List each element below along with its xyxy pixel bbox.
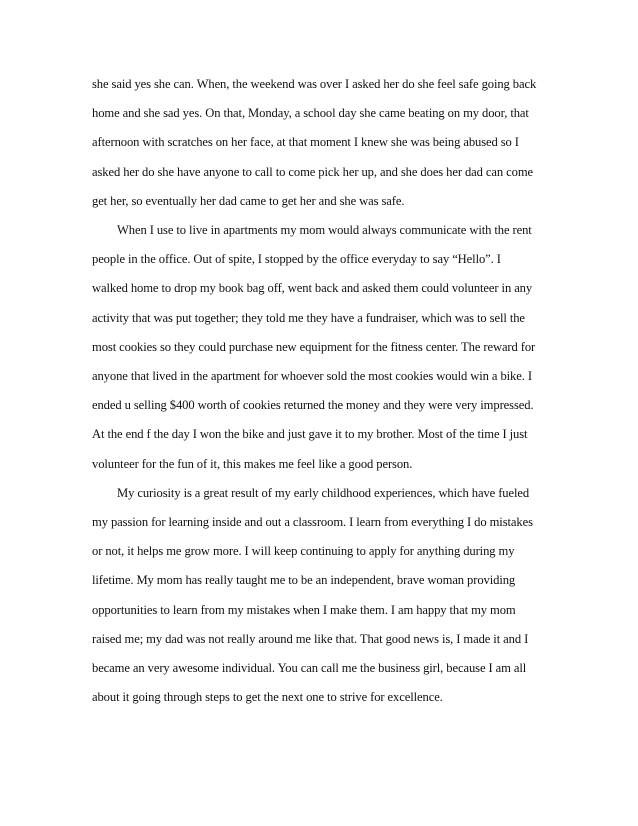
text-line: walked home to drop my book bag off, went back and asked them could volunteer in any [92,281,533,296]
text-line: volunteer for the fun of it, this makes me feel like a good person. [92,456,413,471]
text-line: most cookies so they could purchase new equipment for the fitness center. The reward for [92,339,536,354]
text-line: When I use to live in apartments my mom would always communicate with the rent [117,223,532,238]
text-line: My curiosity is a great result of my early childhood experiences, which have fueled [117,485,530,500]
text-line: asked her do she have anyone to call to come pick her up, and she does her dad can come [92,164,534,179]
paragraph-2 [92,216,568,479]
text-line: lifetime. My mom has really taught me to be an independent, brave woman providing [92,573,516,588]
text-line: afternoon with scratches on her face, at that moment I knew she was being abused so I [92,135,519,150]
text-line: activity that was put together; they told me they have a fundraiser, which was to sell the [92,310,525,325]
text-line: raised me; my dad was not really around me like that. That good news is, I made it and I [92,631,529,646]
text-line: she said yes she can. When, the weekend was over I asked her do she feel safe going back [92,77,537,91]
paragraph-1 [92,70,568,216]
text-line: ended u selling $400 worth of cookies returned the money and they were very impressed. [92,398,534,413]
text-line: my passion for learning inside and out a classroom. I learn from everything I do mistakes [92,515,533,530]
text-line: anyone that lived in the apartment for whoever sold the most cookies would win a bike. I [92,369,532,384]
text-line: or not, it helps me grow more. I will keep continuing to apply for anything during my [92,544,515,559]
text-line: get her, so eventually her dad came to get her and she was safe. [92,193,405,208]
paragraph-3 [92,479,568,713]
text-line: opportunities to learn from my mistakes when I make them. I am happy that my mom [92,602,516,617]
text-line: people in the office. Out of spite, I stopped by the office everyday to say “Hello”. I [92,252,501,267]
text-line: about it going through steps to get the next one to strive for excellence. [92,690,443,705]
text-line: home and she sad yes. On that, Monday, a school day she came beating on my door, that [92,106,529,121]
text-line: became an very awesome individual. You can call me the business girl, because I am all [92,661,527,676]
text-line: At the end f the day I won the bike and just gave it to my brother. Most of the time I just [92,427,528,442]
